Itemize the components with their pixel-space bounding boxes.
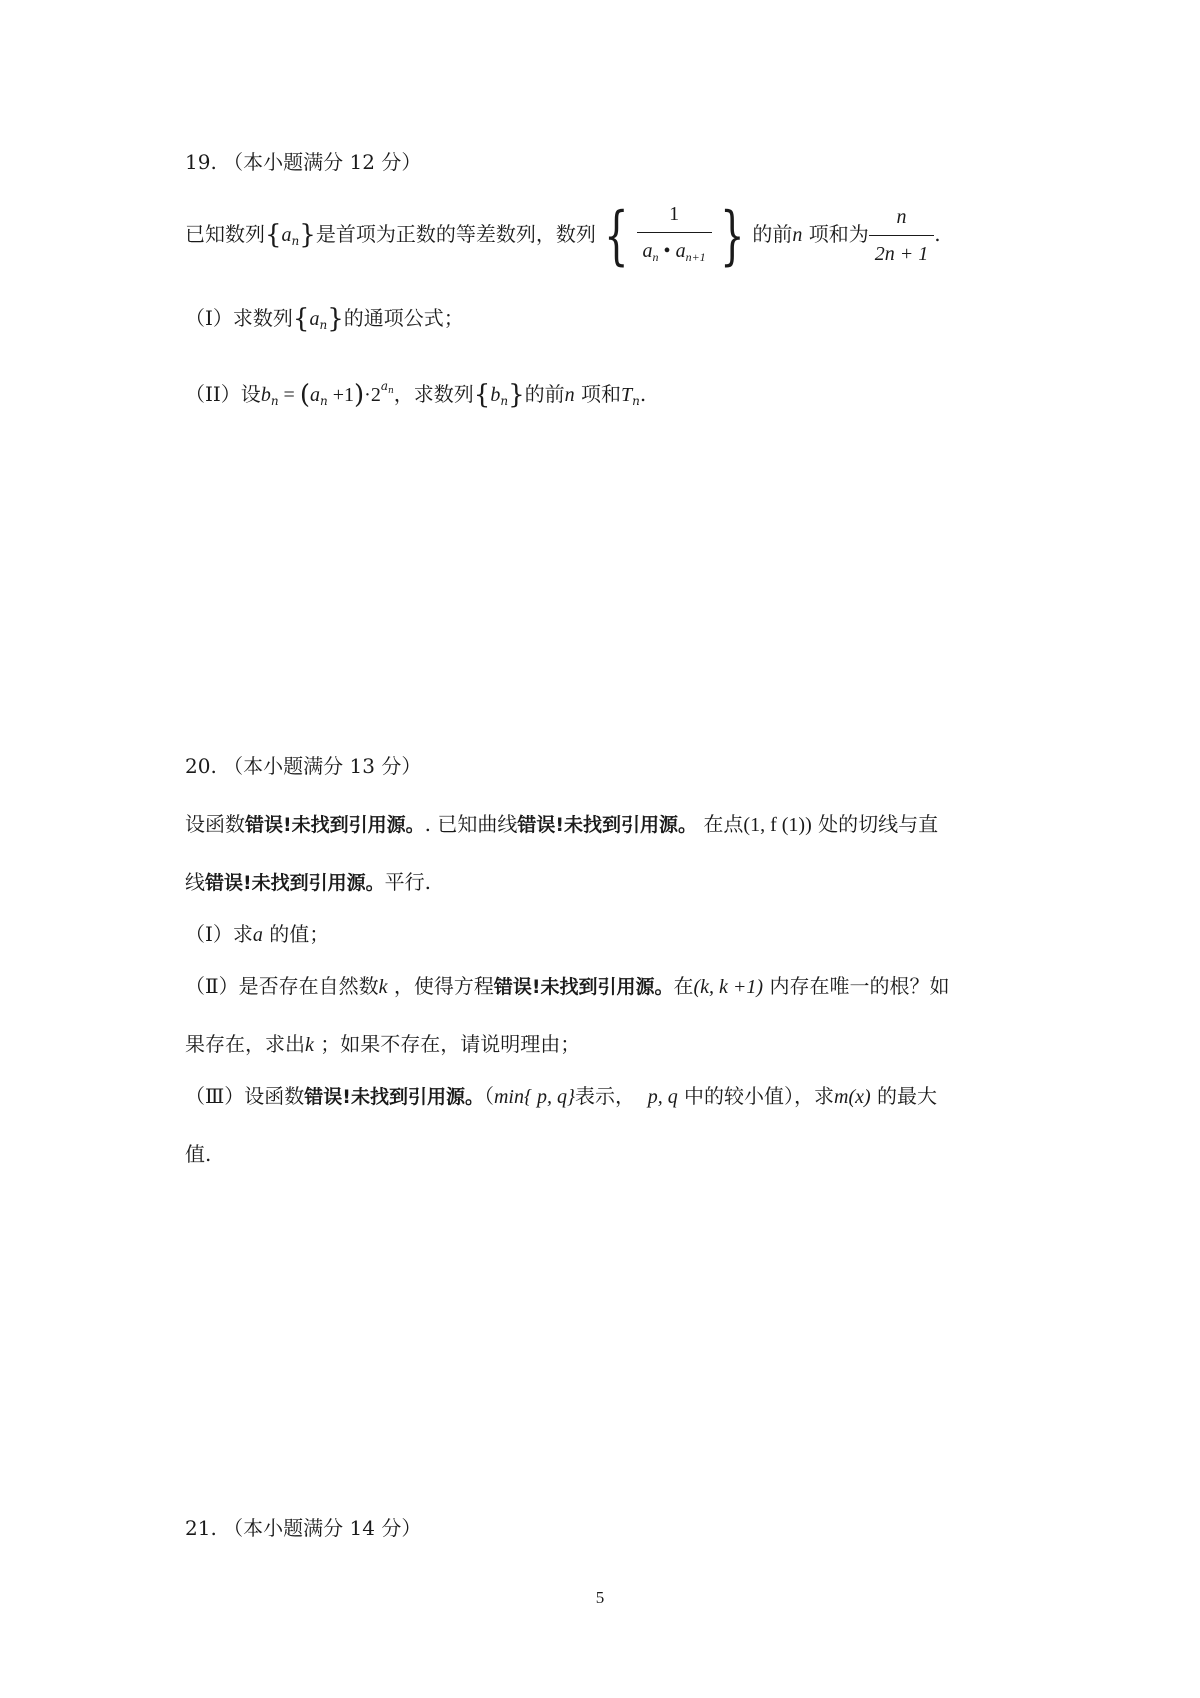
- q19-part2-b-sub: n: [270, 394, 279, 408]
- q19-stem-text-d: 项和为: [808, 222, 869, 246]
- q20-part3-text-d: 的最大: [877, 1084, 938, 1108]
- q20-line2: [185, 868, 431, 897]
- q19-part2-bn: b: [490, 384, 501, 406]
- q19-part2-exp: a: [380, 379, 388, 393]
- q19-fraction-1: [637, 200, 712, 271]
- q20-part3-label: （Ⅲ）设函数: [185, 1084, 305, 1108]
- q20-part3-line1: [185, 1082, 937, 1111]
- q20-part1: [185, 920, 329, 949]
- q20-line1: [185, 810, 938, 839]
- q19-part2-b: b: [260, 384, 271, 406]
- q19-stem-end: .: [934, 222, 941, 246]
- q19-part2-paren-close: ): [354, 380, 365, 410]
- q19-stem: 已知数列$\{a_n\}$是首项为正数的等差数列，数列 { $\frac{1}{a_n • a_{n+1}}$ } 的前n 项和为 $\frac{n}{2n + 1}$ .: [185, 198, 941, 273]
- q20-error-ref-3: 错误!未找到引用源。: [205, 872, 385, 894]
- q19-header: 19. （本小题满分 12 分）: [185, 150, 422, 174]
- q20-error-ref-4: 错误!未找到引用源。: [493, 976, 674, 998]
- q20-part2-label: （Ⅱ）是否存在自然数: [185, 974, 379, 998]
- q20-l1-text-d: 处的切线与直: [818, 812, 939, 836]
- q20-header: 20. （本小题满分 13 分）: [185, 754, 422, 778]
- q20-error-ref-2: 错误!未找到引用源。: [517, 814, 698, 836]
- q19-frac2-numerator: n: [869, 203, 935, 236]
- q19-part1-label: （I）求数列: [185, 306, 293, 330]
- q19-part2-end: .: [639, 382, 647, 406]
- page-number: 5: [595, 1588, 605, 1607]
- q20-part3-pq: p, q: [647, 1086, 678, 1108]
- q20-part2-line1: [185, 972, 949, 1001]
- q19-part2: （II）设$b_n = (a_n +1)\cdot 2^{an}$，求数列$\{b_n\}$的前n 项和$T_n$.: [185, 379, 647, 410]
- q19-stem-text-a: 已知数列: [185, 222, 265, 246]
- q19-frac1-den-b: a: [675, 240, 686, 262]
- q19-stem-text-c: 的前: [752, 222, 793, 246]
- q19-frac1-den-a-sub: n: [652, 250, 659, 264]
- q19-part2-bn-sub: n: [500, 394, 509, 408]
- q19-fraction-2: [869, 203, 935, 268]
- q20-part3-mx: m(x): [834, 1086, 871, 1108]
- q19-part2-label: （II）设: [185, 382, 261, 406]
- q19-frac1-den-op: •: [658, 240, 676, 262]
- q19-part2-paren-open: (: [299, 380, 310, 410]
- q19-frac2-denominator: 2n + 1: [874, 243, 929, 265]
- q19-part1-text: 的通项公式；: [343, 306, 464, 330]
- q20-error-ref-1: 错误!未找到引用源。: [245, 814, 425, 836]
- q20-l2-text-a: 线: [185, 870, 205, 894]
- q19-part2-plus: +1: [327, 384, 354, 406]
- q19-frac1-den-b-sub: n+1: [685, 250, 706, 264]
- q19-part2-a-sub: n: [319, 394, 328, 408]
- q20-error-ref-5: 错误!未找到引用源。: [304, 1086, 484, 1108]
- q19-part2-text-c: 项和: [580, 382, 621, 406]
- q20-part2-k: k: [378, 976, 388, 998]
- q20-part2-text-b: 在: [673, 974, 694, 998]
- q19-part1-an-sub: n: [319, 318, 328, 332]
- q19-part2-dot-two: ·2: [364, 384, 381, 406]
- q20-part3-min: min{ p, q}: [493, 1086, 575, 1108]
- q19-an-sub: n: [291, 234, 300, 248]
- q20-l1-text-a: 设函数: [185, 812, 245, 836]
- q20-l1-text-c: 在点: [697, 812, 744, 836]
- q20-part2-interval: (k, k +1): [693, 976, 764, 998]
- q20-part1-text: 的值；: [269, 922, 330, 946]
- q19-part1: （I）求数列$\{a_n\}$的通项公式；: [185, 304, 464, 334]
- q20-part3-text-c: 中的较小值），求: [684, 1084, 835, 1108]
- q20-part2-line2-text-a: 果存在，求出: [185, 1032, 305, 1056]
- q20-part2-line2: [185, 1030, 580, 1059]
- q19-part2-T-sub: n: [632, 394, 640, 408]
- q20-part2-text-a: ，使得方程: [393, 974, 494, 998]
- q19-part2-exp-sub: n: [387, 386, 394, 396]
- q20-part3-paren: （: [483, 1084, 494, 1108]
- q19-frac1-den-a: a: [642, 240, 653, 262]
- q19-stem-text-b: 是首项为正数的等差数列，数列: [315, 222, 596, 246]
- q20-part3-text-b: 表示，: [574, 1084, 635, 1108]
- q19-an: a: [281, 224, 292, 246]
- q20-l1-point: (1, f (1)): [743, 814, 812, 836]
- q19-frac1-numerator: 1: [637, 200, 712, 233]
- q19-part2-text-b: 的前: [524, 382, 565, 406]
- q19-part2-a: a: [309, 384, 320, 406]
- q20-part2-line2-k: k: [305, 1034, 314, 1056]
- q19-part1-an: a: [309, 308, 320, 330]
- q20-part1-a: a: [252, 924, 263, 946]
- q19-part2-text-a: ，求数列: [393, 382, 474, 406]
- q20-part3-line2: 值.: [185, 1142, 212, 1166]
- q19-stem-n: n: [792, 224, 803, 246]
- q20-part2-text-c: 内存在唯一的根？如: [769, 974, 950, 998]
- q20-l1-text-b: . 已知曲线: [424, 812, 518, 836]
- q19-part2-n: n: [564, 384, 575, 406]
- q19-part2-T: T: [620, 384, 633, 406]
- q19-part2-eq: =: [278, 384, 300, 406]
- q21-header: 21. （本小题满分 14 分）: [185, 1516, 422, 1540]
- q20-part1-label: （Ⅰ）求: [185, 922, 253, 946]
- q20-part2-line2-text-b: ；如果不存在，请说明理由；: [320, 1032, 581, 1056]
- q20-l2-text-b: 平行.: [384, 870, 432, 894]
